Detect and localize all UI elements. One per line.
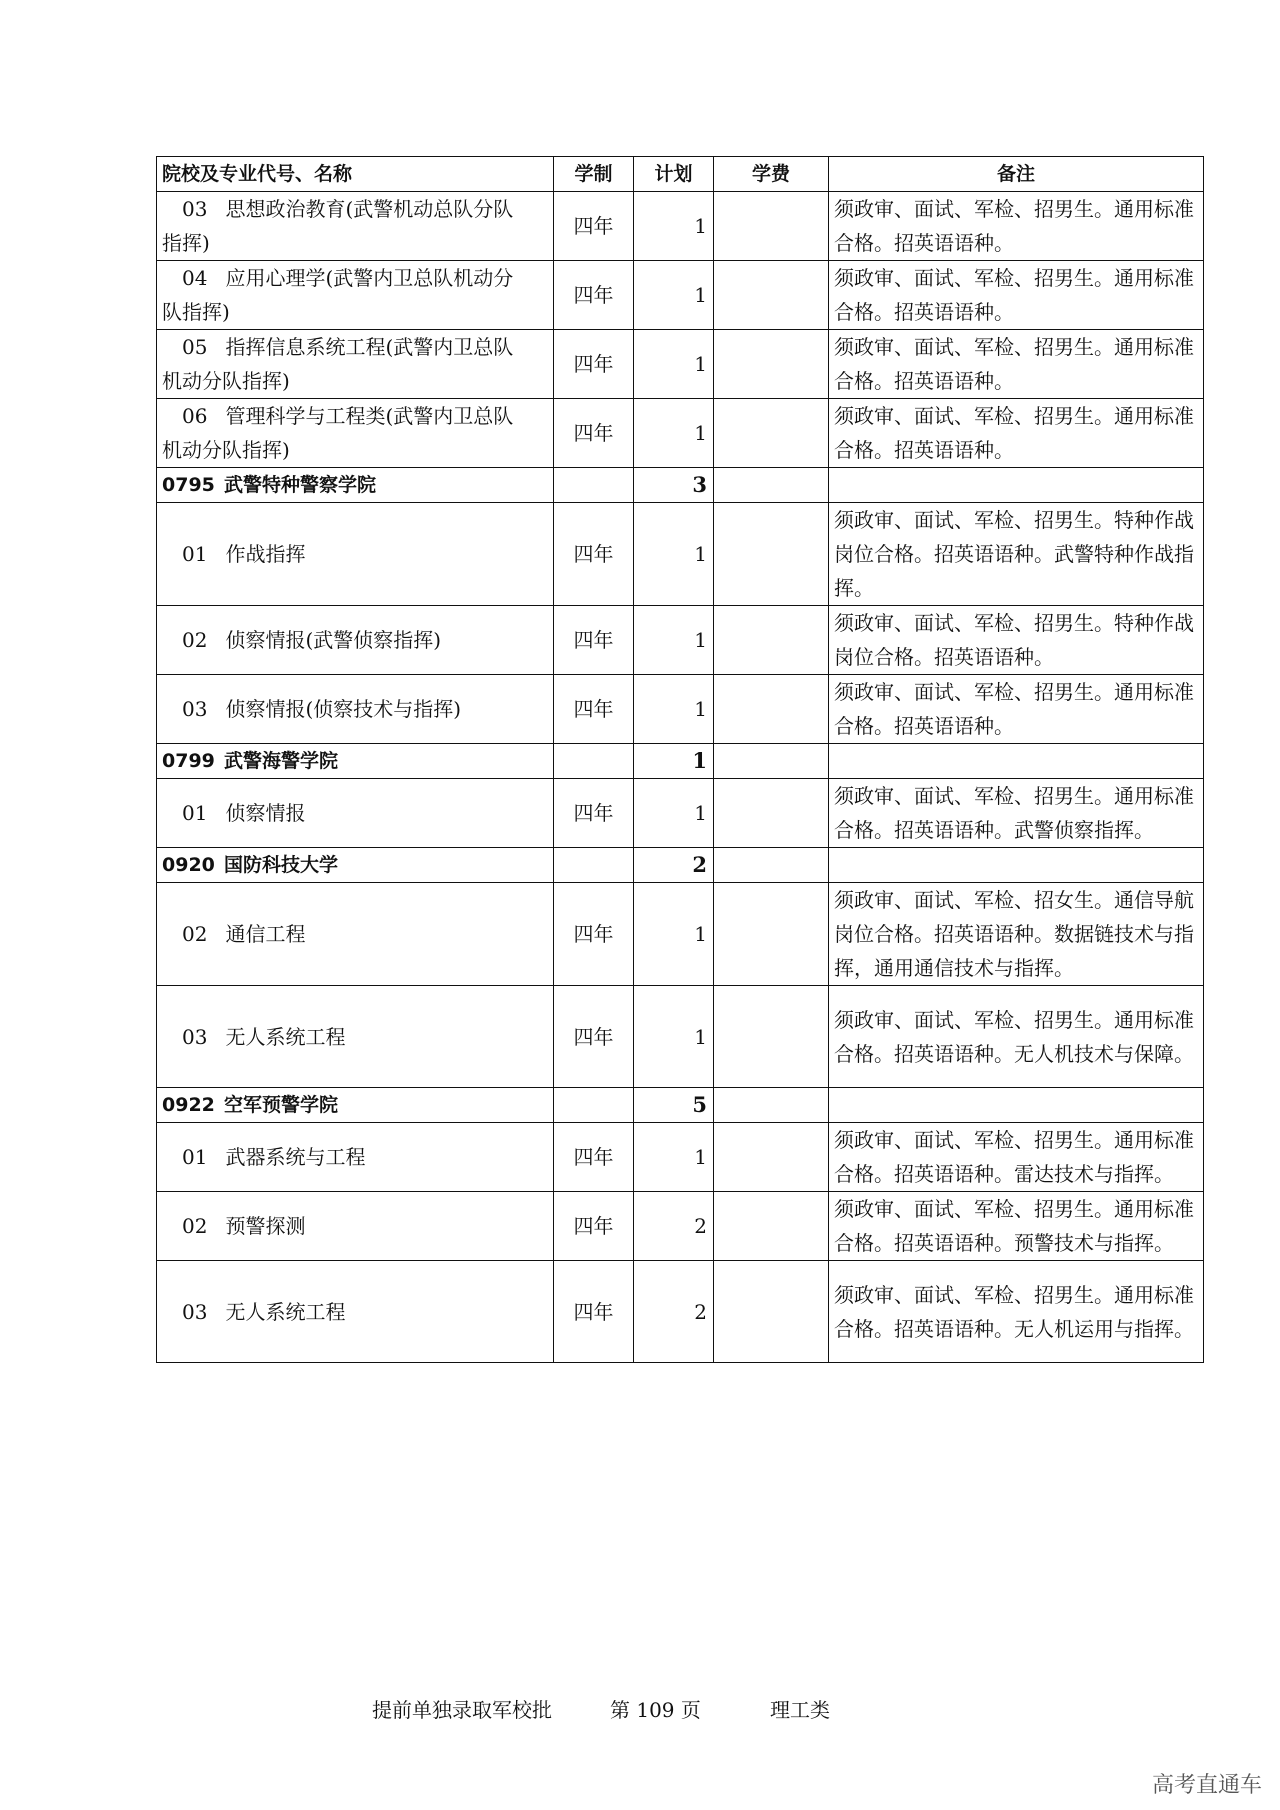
major-duration: 四年 — [554, 399, 634, 468]
major-plan: 1 — [634, 606, 714, 675]
school-name-cell — [157, 468, 554, 503]
major-note: 须政审、面试、军检、招男生。通用标准合格。招英语语种。 — [829, 261, 1204, 330]
major-name-cell — [157, 675, 554, 744]
major-plan: 1 — [634, 330, 714, 399]
major-note: 须政审、面试、军检、招男生。通用标准合格。招英语语种。雷达技术与指挥。 — [829, 1123, 1204, 1192]
major-code: 01 — [182, 542, 208, 566]
school-name: 武警特种警察学院 — [224, 474, 377, 496]
major-name: 侦察情报(侦察技术与指挥) — [225, 697, 462, 721]
major-fee — [714, 883, 829, 986]
school-note-cell — [829, 744, 1204, 779]
major-duration: 四年 — [554, 261, 634, 330]
header-name: 院校及专业代号、名称 — [157, 157, 554, 192]
major-name: 武器系统与工程 — [225, 1145, 366, 1169]
major-name-cell — [157, 779, 554, 848]
major-code: 02 — [182, 1214, 208, 1238]
major-code: 02 — [182, 922, 208, 946]
major-name: 指挥信息系统工程(武警内卫总队 — [225, 335, 514, 359]
major-duration: 四年 — [554, 779, 634, 848]
major-name-cell — [157, 399, 554, 468]
major-note: 须政审、面试、军检、招男生。通用标准合格。招英语语种。预警技术与指挥。 — [829, 1192, 1204, 1261]
major-name: 无人系统工程 — [225, 1299, 346, 1324]
school-row — [157, 848, 1204, 883]
school-code: 0920 — [162, 854, 215, 876]
major-code: 03 — [182, 197, 208, 221]
major-fee — [714, 192, 829, 261]
school-plan-total: 5 — [634, 1088, 714, 1123]
major-plan: 1 — [634, 192, 714, 261]
school-fee-cell — [714, 848, 829, 883]
school-name-cell — [157, 744, 554, 779]
major-code: 03 — [182, 1299, 208, 1324]
school-row — [157, 1088, 1204, 1123]
major-duration: 四年 — [554, 1261, 634, 1363]
major-row — [157, 606, 1204, 675]
major-duration: 四年 — [554, 1123, 634, 1192]
major-name: 预警探测 — [225, 1214, 306, 1238]
major-fee — [714, 399, 829, 468]
school-row — [157, 468, 1204, 503]
major-name: 应用心理学(武警内卫总队机动分 — [225, 266, 514, 290]
school-name-cell — [157, 1088, 554, 1123]
major-code: 05 — [182, 335, 208, 359]
major-row — [157, 192, 1204, 261]
header-duration: 学制 — [554, 157, 634, 192]
major-name-cell — [157, 503, 554, 606]
major-name-cell — [157, 192, 554, 261]
footer-category: 理工类 — [770, 1698, 830, 1722]
school-note-cell — [829, 1088, 1204, 1123]
table-header-row — [157, 157, 1204, 192]
school-note-cell — [829, 848, 1204, 883]
major-fee — [714, 261, 829, 330]
school-code: 0922 — [162, 1094, 215, 1116]
major-duration: 四年 — [554, 986, 634, 1088]
school-duration-cell — [554, 1088, 634, 1123]
major-name-continued: 指挥) — [162, 231, 210, 255]
page-footer — [0, 1694, 1280, 1722]
school-fee-cell — [714, 744, 829, 779]
school-name: 国防科技大学 — [224, 854, 339, 876]
header-plan: 计划 — [634, 157, 714, 192]
major-plan: 1 — [634, 503, 714, 606]
footer-page-number: 第 109 页 — [610, 1698, 701, 1722]
major-code: 02 — [182, 628, 208, 652]
school-plan-total: 3 — [634, 468, 714, 503]
major-duration: 四年 — [554, 675, 634, 744]
major-code: 04 — [182, 266, 208, 290]
major-note: 须政审、面试、军检、招男生。通用标准合格。招英语语种。无人机技术与保障。 — [829, 986, 1204, 1088]
major-row — [157, 261, 1204, 330]
major-note: 须政审、面试、军检、招男生。通用标准合格。招英语语种。 — [829, 192, 1204, 261]
major-fee — [714, 1192, 829, 1261]
major-note: 须政审、面试、军检、招男生。特种作战岗位合格。招英语语种。武警特种作战指挥。 — [829, 503, 1204, 606]
major-duration: 四年 — [554, 192, 634, 261]
major-row — [157, 330, 1204, 399]
major-row — [157, 675, 1204, 744]
major-fee — [714, 779, 829, 848]
major-row — [157, 1123, 1204, 1192]
school-fee-cell — [714, 468, 829, 503]
major-plan: 1 — [634, 883, 714, 986]
major-duration: 四年 — [554, 606, 634, 675]
major-name: 通信工程 — [225, 922, 306, 946]
school-code: 0795 — [162, 474, 215, 496]
major-fee — [714, 503, 829, 606]
major-row — [157, 779, 1204, 848]
footer-batch: 提前单独录取军校批 — [372, 1698, 552, 1722]
major-code: 03 — [182, 1024, 208, 1049]
major-name-cell — [157, 261, 554, 330]
major-name-cell — [157, 986, 554, 1088]
major-code: 01 — [182, 1145, 208, 1169]
major-duration: 四年 — [554, 883, 634, 986]
major-fee — [714, 606, 829, 675]
major-duration: 四年 — [554, 503, 634, 606]
school-name-cell — [157, 848, 554, 883]
school-name: 空军预警学院 — [224, 1094, 339, 1116]
major-name: 思想政治教育(武警机动总队分队 — [225, 197, 514, 221]
major-fee — [714, 1261, 829, 1363]
major-row — [157, 1192, 1204, 1261]
major-plan: 1 — [634, 675, 714, 744]
school-code: 0799 — [162, 750, 215, 772]
school-plan-total: 2 — [634, 848, 714, 883]
major-plan: 1 — [634, 399, 714, 468]
major-note: 须政审、面试、军检、招男生。通用标准合格。招英语语种。 — [829, 330, 1204, 399]
major-row — [157, 883, 1204, 986]
table-body — [157, 192, 1204, 1363]
school-name: 武警海警学院 — [224, 750, 339, 772]
major-duration: 四年 — [554, 330, 634, 399]
major-code: 03 — [182, 697, 208, 721]
major-name: 侦察情报(武警侦察指挥) — [225, 628, 442, 652]
major-name-cell — [157, 1261, 554, 1363]
school-row — [157, 744, 1204, 779]
school-fee-cell — [714, 1088, 829, 1123]
major-code: 01 — [182, 801, 208, 825]
major-note: 须政审、面试、军检、招男生。通用标准合格。招英语语种。 — [829, 399, 1204, 468]
major-name-continued: 机动分队指挥) — [162, 369, 290, 393]
school-duration-cell — [554, 468, 634, 503]
major-row — [157, 399, 1204, 468]
major-fee — [714, 675, 829, 744]
major-fee — [714, 1123, 829, 1192]
header-fee: 学费 — [714, 157, 829, 192]
school-duration-cell — [554, 848, 634, 883]
major-note: 须政审、面试、军检、招男生。通用标准合格。招英语语种。无人机运用与指挥。 — [829, 1261, 1204, 1363]
major-plan: 1 — [634, 986, 714, 1088]
major-name: 作战指挥 — [225, 542, 306, 566]
major-code: 06 — [182, 404, 208, 428]
major-plan: 2 — [634, 1192, 714, 1261]
major-name-cell — [157, 1123, 554, 1192]
major-fee — [714, 986, 829, 1088]
watermark-logo-text: 高考直通车 — [1151, 1773, 1262, 1798]
major-note: 须政审、面试、军检、招男生。通用标准合格。招英语语种。武警侦察指挥。 — [829, 779, 1204, 848]
major-name-cell — [157, 606, 554, 675]
major-name-continued: 机动分队指挥) — [162, 438, 290, 462]
school-note-cell — [829, 468, 1204, 503]
admission-plan-table — [156, 156, 1204, 1363]
school-plan-total: 1 — [634, 744, 714, 779]
major-plan: 1 — [634, 261, 714, 330]
major-name: 无人系统工程 — [225, 1024, 346, 1049]
major-row — [157, 503, 1204, 606]
major-name: 侦察情报 — [225, 801, 306, 825]
major-name-continued: 队指挥) — [162, 300, 230, 324]
major-note: 须政审、面试、军检、招女生。通信导航岗位合格。招英语语种。数据链技术与指挥，通用通信技术与指挥。 — [829, 883, 1204, 986]
major-name-cell — [157, 330, 554, 399]
major-note: 须政审、面试、军检、招男生。特种作战岗位合格。招英语语种。 — [829, 606, 1204, 675]
major-fee — [714, 330, 829, 399]
major-name-cell — [157, 883, 554, 986]
major-row — [157, 1261, 1204, 1363]
school-duration-cell — [554, 744, 634, 779]
major-plan: 1 — [634, 779, 714, 848]
major-duration: 四年 — [554, 1192, 634, 1261]
major-row — [157, 986, 1204, 1088]
major-plan: 2 — [634, 1261, 714, 1363]
major-name: 管理科学与工程类(武警内卫总队 — [225, 404, 514, 428]
major-note: 须政审、面试、军检、招男生。通用标准合格。招英语语种。 — [829, 675, 1204, 744]
major-name-cell — [157, 1192, 554, 1261]
major-plan: 1 — [634, 1123, 714, 1192]
header-note: 备注 — [829, 157, 1204, 192]
